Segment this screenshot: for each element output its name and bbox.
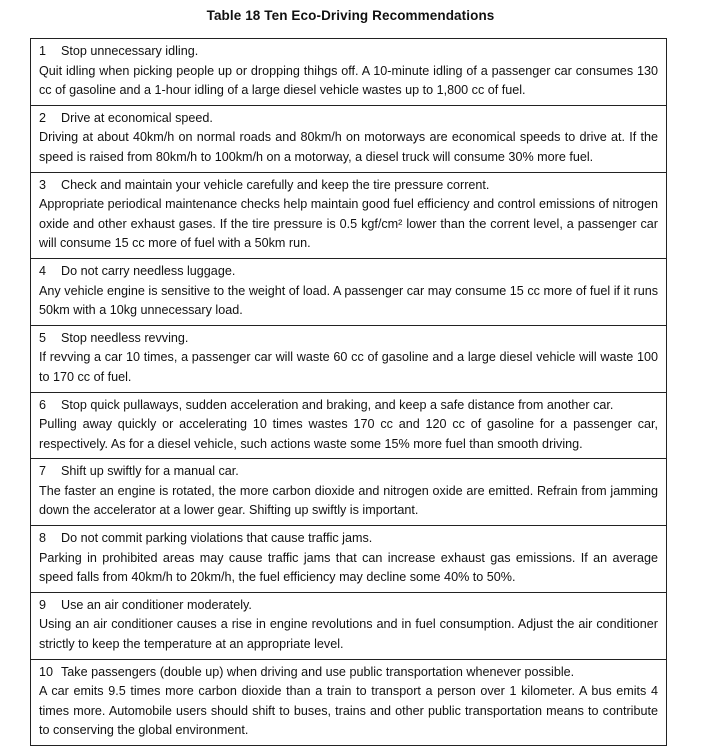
row-number: 3 bbox=[39, 177, 47, 192]
row-heading-text: Drive at economical speed. bbox=[61, 110, 213, 125]
recommendations-table bbox=[30, 38, 667, 746]
row-number: 9 bbox=[39, 597, 47, 612]
row-heading bbox=[39, 329, 658, 349]
table-row bbox=[31, 459, 666, 526]
table-row bbox=[31, 173, 666, 259]
row-body: A car emits 9.5 times more carbon dioxide than a train to transport a person over 1 kilometer. A bus emits 4 times more. Automobile users should shift to buses, trains and other public transportation means to contribute to conserving the global environment. bbox=[39, 684, 658, 738]
row-heading-text: Take passengers (double up) when driving and use public transportation whenever possible. bbox=[61, 664, 575, 679]
table-title: Table 18 Ten Eco-Driving Recommendations bbox=[206, 8, 495, 23]
row-body: Parking in prohibited areas may cause traffic jams that can increase exhaust gas emissions. If an average speed falls from 40km/h to 20km/h, the fuel efficiency may decline some 40% to 50%. bbox=[39, 550, 658, 585]
row-body: The faster an engine is rotated, the more carbon dioxide and nitrogen oxide are emitted. Refrain from jamming down the accelerator at a lower gear. Shifting up swiftly is important. bbox=[39, 483, 658, 518]
row-heading bbox=[39, 462, 658, 482]
row-number: 8 bbox=[39, 531, 47, 546]
row-number: 7 bbox=[39, 464, 47, 479]
row-heading-text: Stop quick pullaways, sudden acceleration and braking, and keep a safe distance from another car. bbox=[61, 397, 614, 412]
row-heading-text: Do not carry needless luggage. bbox=[61, 263, 236, 278]
row-heading bbox=[39, 596, 658, 616]
row-heading bbox=[39, 109, 658, 129]
row-body: If revving a car 10 times, a passenger car will waste 60 cc of gasoline and a large diesel vehicle will waste 100 to 170 cc of fuel. bbox=[39, 350, 658, 384]
row-number: 5 bbox=[39, 330, 47, 345]
row-body: Using an air conditioner causes a rise in engine revolutions and in fuel consumption. Adjust the air conditioner strictly to keep the temperature at an appropriate level. bbox=[39, 617, 658, 652]
row-heading bbox=[39, 396, 658, 416]
row-body: Quit idling when picking people up or dropping thihgs off. A 10-minute idling of a passenger car consumes 130 cc of gasoline and a 1-hour idling of a large diesel vehicle wastes up to 1,800 cc of fuel. bbox=[39, 63, 658, 98]
row-body: Any vehicle engine is sensitive to the weight of load. A passenger car may consume 15 cc more of fuel if it runs 50km with a 10kg unnecessary load. bbox=[39, 283, 658, 318]
row-number: 4 bbox=[39, 263, 47, 278]
row-heading bbox=[39, 529, 658, 549]
table-row bbox=[31, 526, 666, 593]
table-row bbox=[31, 593, 666, 660]
table-row bbox=[31, 393, 666, 460]
row-heading bbox=[39, 42, 658, 62]
row-heading bbox=[39, 663, 658, 683]
row-heading bbox=[39, 262, 658, 282]
row-heading-text: Check and maintain your vehicle carefully and keep the tire pressure corrent. bbox=[61, 177, 490, 192]
row-body: Pulling away quickly or accelerating 10 times wastes 170 cc and 120 cc of gasoline for a passenger car, respectively. As for a diesel vehicle, such actions waste some 15% more fuel than smooth driving. bbox=[39, 417, 658, 451]
row-heading-text: Use an air conditioner moderately. bbox=[61, 597, 252, 612]
row-heading-text: Stop needless revving. bbox=[61, 330, 189, 345]
row-number: 1 bbox=[39, 44, 47, 58]
row-number: 6 bbox=[39, 397, 47, 412]
table-row bbox=[31, 326, 666, 393]
row-heading-text: Stop unnecessary idling. bbox=[61, 44, 199, 58]
row-heading bbox=[39, 176, 658, 196]
table-row bbox=[31, 39, 666, 106]
row-body: Appropriate periodical maintenance checks help maintain good fuel efficiency and control emissions of nitrogen oxide and other exhaust gases. If the tire pressure is 0.5 kgf/cm² lower than the corrent level, a passenger car will consume 15 cc more of fuel with a 50km run. bbox=[39, 197, 658, 251]
row-number: 2 bbox=[39, 110, 47, 125]
table-row bbox=[31, 106, 666, 173]
table-row bbox=[31, 259, 666, 326]
row-heading-text: Shift up swiftly for a manual car. bbox=[61, 464, 239, 479]
row-body: Driving at about 40km/h on normal roads and 80km/h on motorways are economical speeds to drive at. If the speed is raised from 80km/h to 100km/h on a motorway, a diesel truck will consume 30% more fuel. bbox=[39, 130, 658, 164]
row-number: 10 bbox=[39, 664, 54, 679]
row-heading-text: Do not commit parking violations that cause traffic jams. bbox=[61, 531, 373, 546]
table-row bbox=[31, 660, 666, 745]
